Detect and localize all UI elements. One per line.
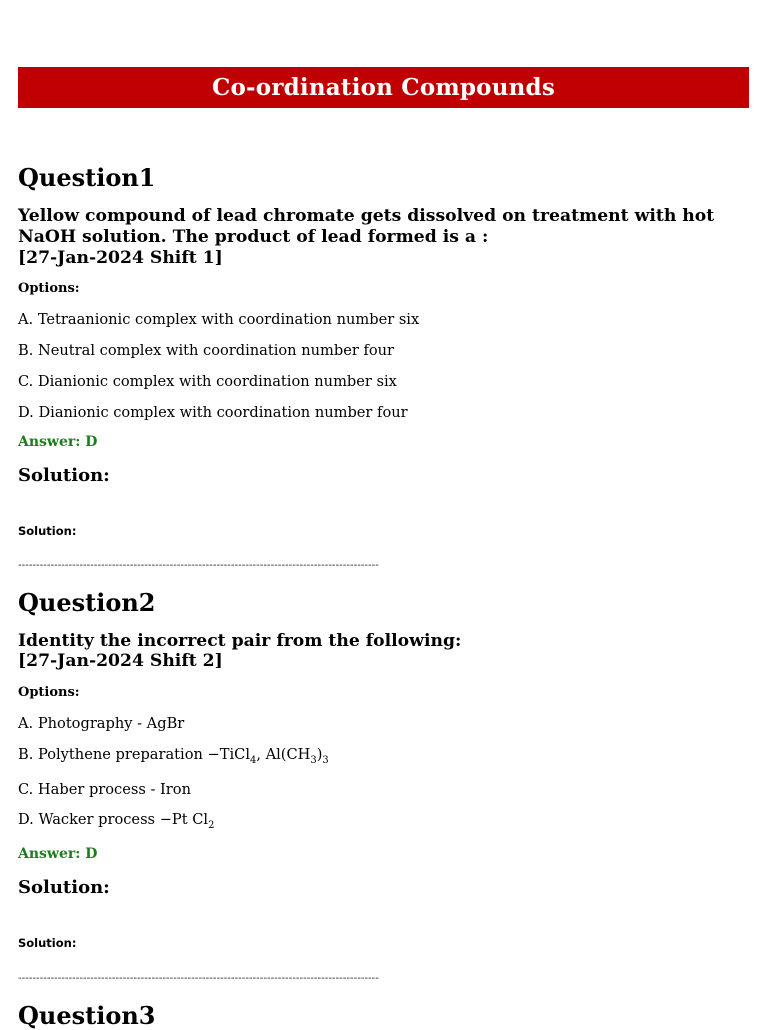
- divider: ----------------------------------------------------------------------------------------------------: [18, 560, 379, 571]
- option-b-sub-2: 3: [310, 754, 317, 766]
- document-title: Co-ordination Compounds: [211, 74, 555, 101]
- option-a: A. Photography - AgBr: [18, 715, 185, 732]
- option-c: C. Dianionic complex with coordination number six: [18, 373, 397, 390]
- option-b: [18, 746, 329, 770]
- question-heading: Question3: [18, 1001, 156, 1030]
- option-d: D. Dianionic complex with coordination number four: [18, 404, 408, 421]
- options-label: Options:: [18, 281, 80, 296]
- answer: Answer: D: [18, 846, 98, 862]
- solution-label: Solution:: [18, 936, 77, 950]
- solution-heading: Solution:: [18, 465, 110, 486]
- answer: Answer: D: [18, 434, 98, 450]
- option-b: B. Neutral complex with coordination number four: [18, 342, 395, 359]
- option-b-sub-1: 4: [250, 754, 257, 766]
- title-banner: [18, 67, 749, 108]
- question-heading: Question1: [18, 163, 156, 192]
- option-a: A. Tetraanionic complex with coordination number six: [18, 311, 420, 328]
- option-b-close: ): [316, 746, 323, 763]
- solution-heading: Solution:: [18, 877, 110, 898]
- question-exam-tag: [27-Jan-2024 Shift 1]: [18, 248, 223, 268]
- solution-label: Solution:: [18, 524, 77, 538]
- option-d: [18, 811, 214, 835]
- option-b-mid: , Al(CH: [256, 746, 311, 763]
- options-label: Options:: [18, 685, 80, 700]
- question-text-line-1: Identity the incorrect pair from the following:: [18, 631, 462, 651]
- document-page: [18, 67, 749, 1030]
- divider: ----------------------------------------------------------------------------------------------------: [18, 973, 379, 984]
- question-text-line-2: NaOH solution. The product of lead formed is a :: [18, 227, 489, 247]
- question-text-line-1: Yellow compound of lead chromate gets dissolved on treatment with hot: [18, 206, 715, 226]
- option-b-sub-3: 3: [322, 754, 329, 766]
- option-d-sub-1: 2: [208, 819, 215, 831]
- option-d-prefix: D. Wacker process −Pt Cl: [18, 811, 209, 828]
- option-c: C. Haber process - Iron: [18, 781, 191, 798]
- option-b-prefix: B. Polythene preparation −TiCl: [18, 746, 250, 763]
- question-exam-tag: [27-Jan-2024 Shift 2]: [18, 651, 223, 671]
- question-heading: Question2: [18, 588, 156, 617]
